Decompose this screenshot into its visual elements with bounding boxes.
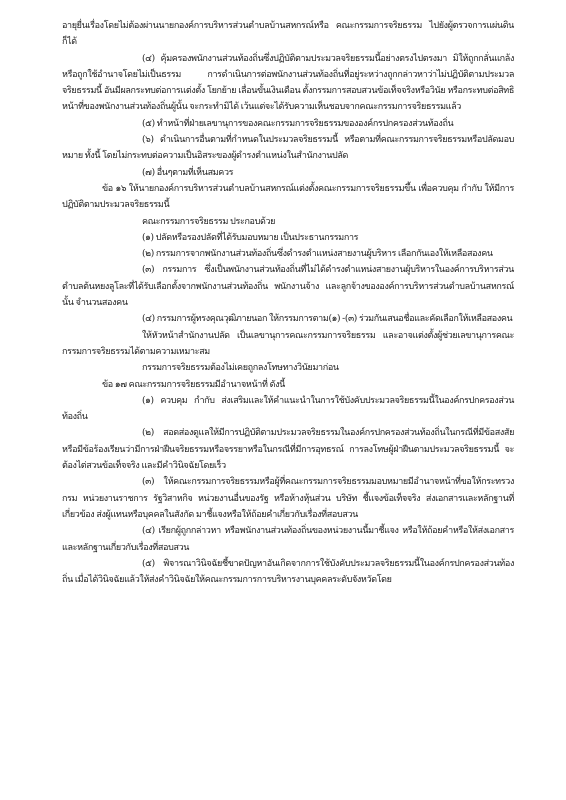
paragraph-item-5: (๕) ทำหน้าที่ฝ่ายเลขานุการของคณะกรรมการจริยธรรมขององค์กรปกครองส่วนท้องถิ่น: [142, 118, 454, 129]
duty-1: (๑) ควบคุม กำกับ ส่งเสริมและให้คำแนะนำในการใช้บังคับประมวลจริยธรรมนี้ในองค์กรปกครองส่วนท้องถิ่น: [62, 395, 514, 423]
disciplinary-paragraph: กรรมการจริยธรรมต้องไม่เคยถูกลงโทษทางวินัยมาก่อน: [142, 363, 339, 374]
paragraph-item-6: (๖) ดำเนินการอื่นตามที่กำหนดในประมวลจริยธรรมนี้ หรือตามที่คณะกรรมการจริยธรรมหรือปลัดมอบหมาย ทั้งนี้ โดยไม่กระทบต่อความเป็นอิสระของผู้ดำรงตำแหน่งในสำนักงานปลัด: [62, 135, 514, 162]
committee-heading: คณะกรรมการจริยธรรม ประกอบด้วย: [142, 216, 276, 227]
document-body: [62, 18, 514, 588]
paragraph-item-7: (๗) อื่นๆตามที่เห็นสมควร: [142, 167, 234, 178]
committee-member-3: (๓) กรรมการ ซึ่งเป็นพนักงานส่วนท้องถิ่นที่ไม่ได้ดำรงตำแหน่งสายงานผู้บริหารในองค์การบริหารส่วนตำบลต้นหยงลูโละที่ได้รับเลือกตั้งจากพนักงานส่วนท้องถิ่น พนักงานจ้าง และลูกจ้างขององค์การบริหารส่วนตำบลบ้านสหกรณ์นั้น จำนวนสองคน: [62, 265, 514, 309]
clause-17: ข้อ ๑๗ คณะกรรมการจริยธรรมมีอำนาจหน้าที่ ดังนี้: [102, 379, 285, 390]
secretary-paragraph: ให้หัวหน้าสำนักงานปลัด เป็นเลขานุการคณะกรรมการจริยธรรม และอาจแต่งตั้งผู้ช่วยเลขานุการคณะกรรมการจริยธรรมได้ตามความเหมาะสม: [62, 330, 514, 357]
duty-3: (๓) ให้คณะกรรมการจริยธรรมหรือผู้ที่คณะกรรมการจริยธรรมมอบหมายมีอำนาจหน้าที่ขอให้กระทรวง กรม หน่วยงานราชการ รัฐวิสาหกิจ หน่วยงานอื่นของรัฐ หรือห้างหุ้นส่วน บริษัท ชี้แจงข้อเท็จจริง ส่งเอกสารและหลักฐานที่เกี่ยวข้อง ส่งผู้แทนหรือบุคคลในสังกัด มาชี้แจงหรือให้ถ้อยคำเกี่ยวกับเรื่องที่สอบสวน: [62, 477, 514, 520]
duty-5: (๕) พิจารณาวินิจฉัยชี้ขาดปัญหาอันเกิดจากการใช้บังคับประมวลจริยธรรมนี้ในองค์กรปกครองส่วนท้องถิ่น เมื่อได้วินิจฉัยแล้วให้ส่งคำวินิจฉัยให้คณะกรรมการการบริหารงานบุคคลระดับจังหวัดโดย: [62, 558, 514, 586]
clause-16: ข้อ ๑๖ ให้นายกองค์การบริหารส่วนตำบลบ้านสหกรณ์แต่งตั้งคณะกรรมการจริยธรรมขึ้น เพื่อควบคุม กำกับ ให้มีการปฏิบัติตามประมวลจริยธรรมนี้: [62, 183, 514, 211]
duty-2: (๒) สอดส่องดูแลให้มีการปฏิบัติตามประมวลจริยธรรมในองค์กรปกครองส่วนท้องถิ่นในกรณีที่มีข้อสงสัยหรือมีข้อร้องเรียนว่ามีการฝ่าฝืนจริยธรรมหรือจรรยาหรือในกรณีที่มีการอุทธรณ์ การลงโทษผู้ฝ่าฝืนตามประมวลจริยธรรมนี้ จะต้องไต่สวนข้อเท็จจริง และมีคำวินิจฉัยโดยเร็ว: [62, 428, 514, 472]
committee-member-4: (๔) กรรมการผู้ทรงคุณวุฒิภายนอก ให้กรรมการตาม(๑) -(๓) ร่วมกันเสนอชื่อและคัดเลือกให้เหลือสองคน: [142, 314, 513, 325]
duty-4: (๔) เรียกผู้ถูกกล่าวหา หรือพนักงานส่วนท้องถิ่นของหน่วยงานนี้มาชี้แจง หรือให้ถ้อยคำหรือให้ส่งเอกสารและหลักฐานเกี่ยวกับเรื่องที่สอบสวน: [62, 526, 514, 553]
committee-member-2: (๒) กรรมการจากพนักงานส่วนท้องถิ่นซึ่งดำรงตำแหน่งสายงานผู้บริหาร เลือกกันเองให้เหลือสองคน: [142, 249, 493, 260]
paragraph-item-4: (๔) คุ้มครองพนักงานส่วนท้องถิ่นซึ่งปฏิบัติตามประมวลจริยธรรมนี้อย่างตรงไปตรงมา มิให้ถูกกลั่นแกล้งหรือถูกใช้อำนาจโดยไม่เป็นธรรม การดำเนินการต่อพนักงานส่วนท้องถิ่นที่อยู่ระหว่างถูกกล่าวหาว่าไม่ปฏิบัติตามประมวลจริยธรรมนี้ อันมีผลกระทบต่อการแต่งตั้ง โยกย้าย เลื่อนขั้นเงินเดือน ตั้งกรรมการสอบสวนข้อเท็จจริงหรือวินัย หรือกระทบต่อสิทธิหน้าที่ของพนักงานส่วนท้องถิ่นผู้นั้น จะกระทำมิได้ เว้นแต่จะได้รับความเห็นชอบจากคณะกรรมการจริยธรรมแล้ว: [62, 53, 514, 113]
committee-member-1: (๑) ปลัดหรือรองปลัดที่ได้รับมอบหมาย เป็นประธานกรรมการ: [142, 232, 359, 243]
paragraph-continuation: อายุยื่นเรื่องโดยไม่ต้องผ่านนายกองค์การบริหารส่วนตำบลบ้านสหกรณ์หรือ คณะกรรมการจริยธรรม ไปยังผู้ตรวจการแผ่นดินก็ได้: [62, 21, 514, 48]
